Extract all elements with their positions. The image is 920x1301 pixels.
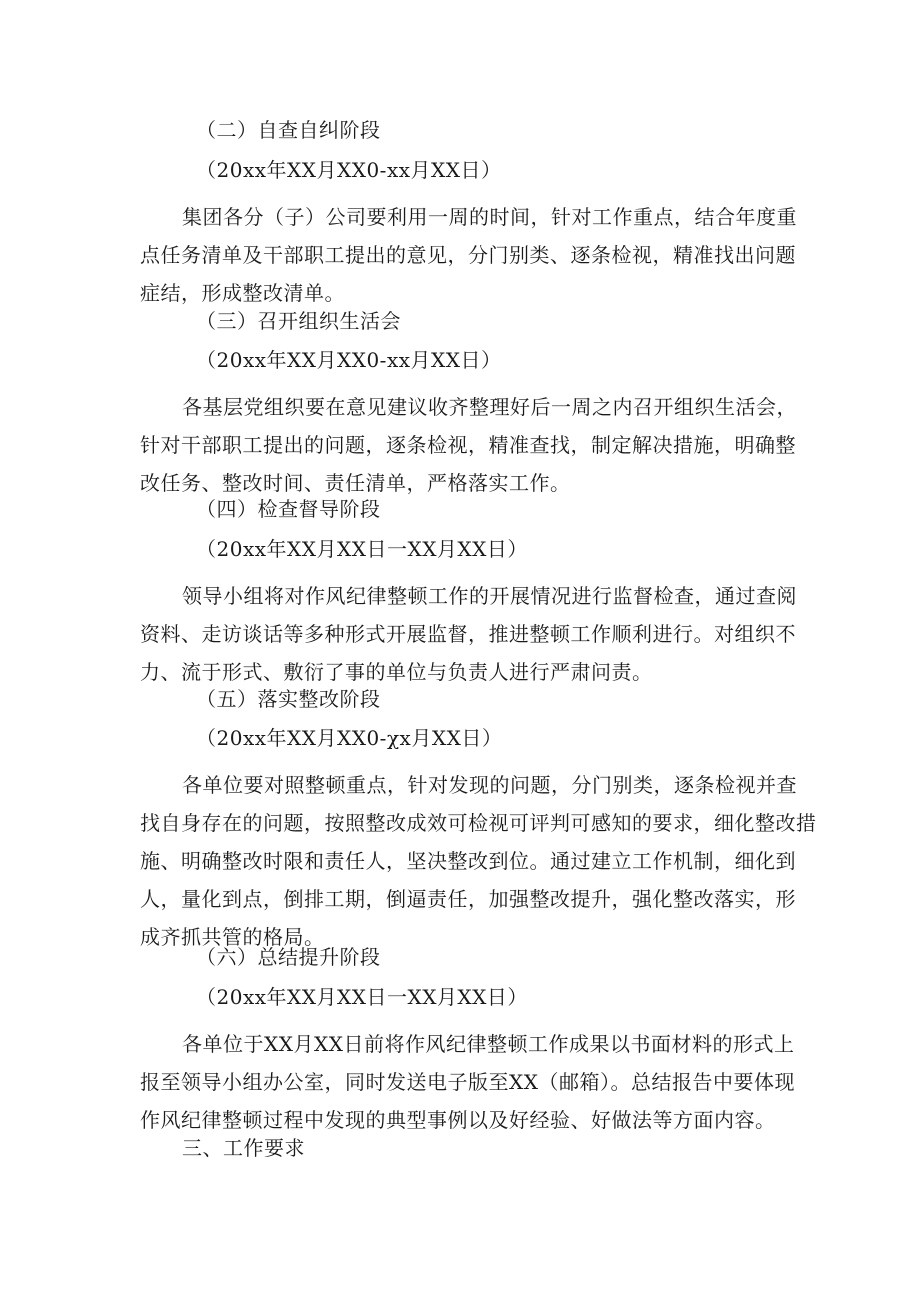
paragraph-line: 报至领导小组办公室，同时发送电子版至XX（邮箱）。总结报告中要体现 <box>140 1070 795 1094</box>
section-title-work-requirements: 三、工作要求 <box>182 1136 305 1160</box>
section-heading-6: （六）总结提升阶段 <box>196 945 381 969</box>
section-date-4: （20xx年XX月XX日一XX月XX日） <box>196 537 528 561</box>
paragraph-line: 症结，形成整改清单。 <box>140 281 345 305</box>
paragraph-line: 施、明确整改时限和责任人，坚决整改到位。通过建立工作机制，细化到 <box>140 849 796 873</box>
paragraph-line: 人，量化到点，倒排工期，倒逼责任，加强整改提升，强化整改落实，形 <box>140 887 796 911</box>
section-date-5: （20xx年XX月XX0-χx月XX日） <box>196 726 503 750</box>
paragraph-line: 资料、走访谈话等多种形式开展监督，推进整顿工作顺利进行。对组织不 <box>140 622 796 646</box>
section-date-2: （20xx年XX月XX0-xx月XX日） <box>196 158 502 182</box>
paragraph-line: 各单位于XX月XX日前将作风纪律整顿工作成果以书面材料的形式上 <box>182 1032 795 1056</box>
paragraph-line: 集团各分（子）公司要利用一周的时间，针对工作重点，结合年度重 <box>182 205 797 229</box>
section-heading-2: （二）自查自纠阶段 <box>196 118 381 142</box>
section-heading-5: （五）落实整改阶段 <box>196 687 381 711</box>
paragraph-line: 领导小组将对作风纪律整顿工作的开展情况进行监督检查，通过查阅 <box>182 584 797 608</box>
section-paragraph-4 <box>140 577 797 691</box>
paragraph-line: 针对干部职工提出的问题，逐条检视，精准查找，制定解决措施，明确整 <box>140 433 796 457</box>
paragraph-line: 作风纪律整顿过程中发现的典型事例以及好经验、好做法等方面内容。 <box>140 1108 776 1132</box>
paragraph-line: 成齐抓共管的格局。 <box>140 925 325 949</box>
section-date-3: （20xx年XX月XX0-xx月XX日） <box>196 348 502 372</box>
paragraph-line: 找自身存在的问题，按照整改成效可检视可评判可感知的要求，细化整改措 <box>140 811 817 835</box>
section-paragraph-2 <box>140 198 797 312</box>
section-heading-4: （四）检查督导阶段 <box>196 497 381 521</box>
section-paragraph-3 <box>140 388 797 502</box>
paragraph-line: 点任务清单及干部职工提出的意见，分门别类、逐条检视，精准找出问题 <box>140 243 796 267</box>
section-date-6: （20xx年XX月XX日一XX月XX日） <box>196 985 528 1009</box>
paragraph-line: 各基层党组织要在意见建议收齐整理好后一周之内召开组织生活会， <box>182 395 797 419</box>
section-paragraph-6 <box>140 1025 795 1139</box>
paragraph-line: 各单位要对照整顿重点，针对发现的问题，分门别类，逐条检视并查 <box>182 773 797 797</box>
section-paragraph-5 <box>140 766 817 956</box>
section-heading-3: （三）召开组织生活会 <box>196 309 401 333</box>
paragraph-line: 力、流于形式、敷衍了事的单位与负责人进行严肃问责。 <box>140 660 653 684</box>
paragraph-line: 改任务、整改时间、责任清单，严格落实工作。 <box>140 471 571 495</box>
